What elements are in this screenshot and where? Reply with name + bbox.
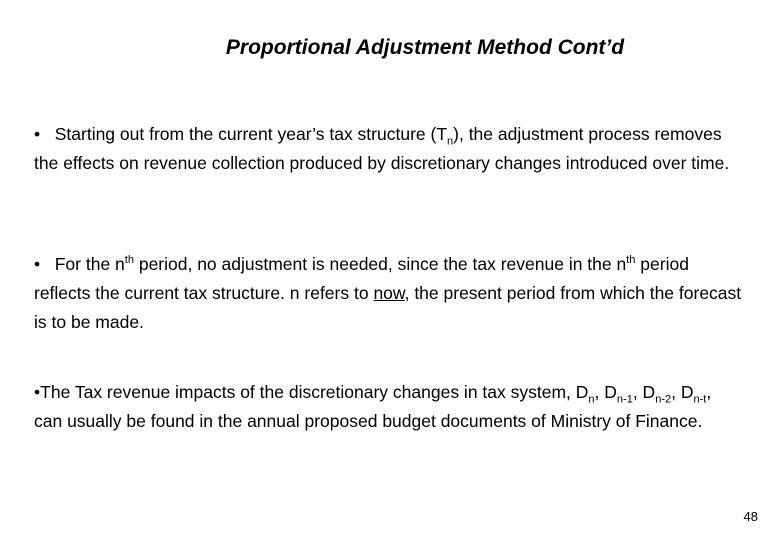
bullet-paragraph-2 [34,250,744,337]
text: , D [671,382,694,402]
text: , the present period from which the forecast is to be made. [34,283,742,332]
bullet-paragraph-3 [34,378,744,436]
text: Starting out from the current year’s tax structure (T [54,124,448,144]
page-title: Proportional Adjustment Method Cont’d [225,36,625,59]
text: , D [632,382,656,402]
text: period reflects the current tax structure. n refers to [34,254,689,303]
underlined-word: now [373,283,405,303]
bullet-marker: • [34,254,41,274]
text: ), the adjustment process removes the effects on revenue collection produced by discretionary changes introduced over time. [34,124,730,173]
text: For the n [54,254,125,274]
subscript: n-2 [655,393,672,406]
bullet-marker: • [34,382,41,402]
text: The Tax revenue impacts of the discretionary changes in tax system, D [40,382,589,402]
page-number: 48 [743,509,758,524]
text: , can usually be found in the annual proposed budget documents of Ministry of Finance. [34,382,712,431]
text: , D [594,382,617,402]
subscript: n [588,393,595,406]
superscript: th [124,254,134,267]
bullet-marker: • [34,124,41,144]
superscript: th [626,254,636,267]
subscript: n-1 [616,393,633,406]
subscript: n-t [693,393,707,406]
text: period, no adjustment is needed, since the tax revenue in the n [133,254,627,274]
subscript: n [447,135,454,148]
bullet-paragraph-1 [34,120,744,178]
